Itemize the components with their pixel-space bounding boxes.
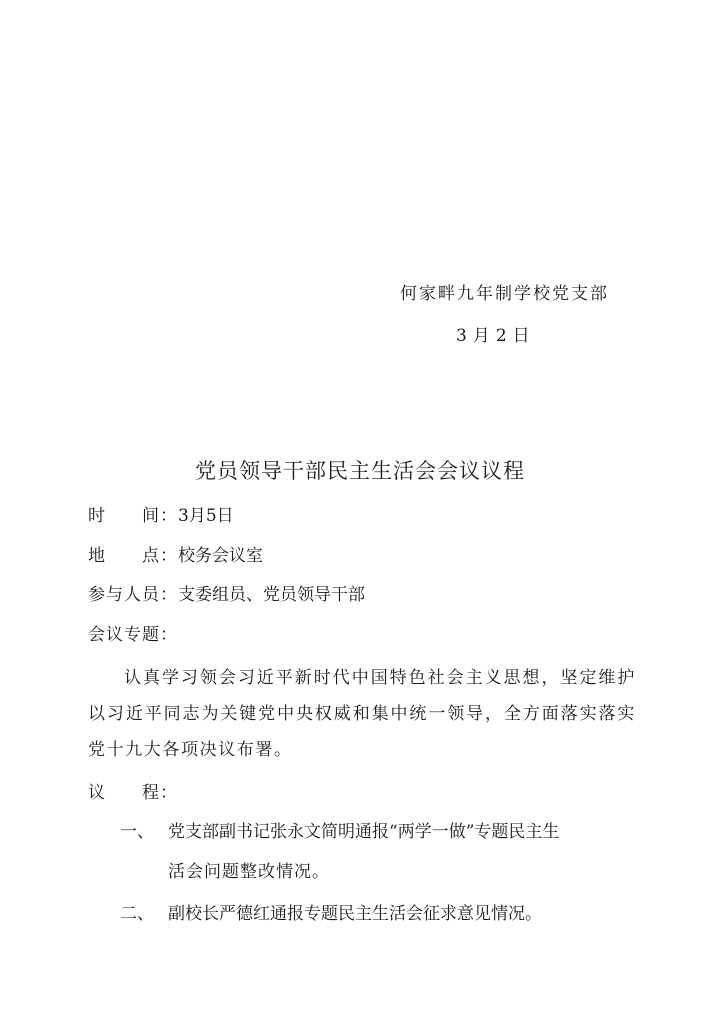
attendees-field	[88, 581, 365, 609]
document-title: 党员领导干部民主生活会会议议程	[195, 459, 525, 483]
attendees-label: 参与人员：	[88, 585, 178, 605]
agenda-label: 议 程：	[88, 783, 178, 803]
time-field	[88, 502, 234, 530]
agenda-item-2	[120, 896, 542, 932]
agenda-item-1	[120, 814, 559, 850]
agenda-item-1-continuation: 活会问题整改情况。	[168, 862, 330, 882]
attendees-value: 支委组员、党员领导干部	[178, 585, 365, 605]
agenda-label-field	[88, 779, 178, 807]
topic-label: 会议专题：	[88, 625, 178, 645]
agenda-item-1-number: 一、	[120, 822, 154, 842]
agenda-item-2-number: 二、	[120, 904, 154, 924]
place-value: 校务会议室	[178, 546, 263, 566]
topic-paragraph: 认真学习领会习近平新时代中国特色社会主义思想，坚定维护以习近平同志为关键党中央权威和集中统一领导，全方面落实落实党十九大各项决议布署。	[88, 668, 636, 760]
time-value: 3月5日	[178, 506, 234, 526]
place-field	[88, 542, 263, 570]
signature-organization: 何家畔九年制学校党支部	[400, 284, 609, 304]
agenda-item-2-text: 副校长严德红通报专题民主生活会征求意见情况。	[168, 904, 542, 924]
time-label: 时 间：	[88, 506, 178, 526]
signature-date: 3月2日	[456, 326, 536, 346]
place-label: 地 点：	[88, 546, 178, 566]
agenda-item-1-text: 党支部副书记张永文简明通报“两学一做”专题民主生	[168, 822, 560, 842]
topic-field	[88, 621, 178, 649]
signature-block	[400, 280, 660, 350]
